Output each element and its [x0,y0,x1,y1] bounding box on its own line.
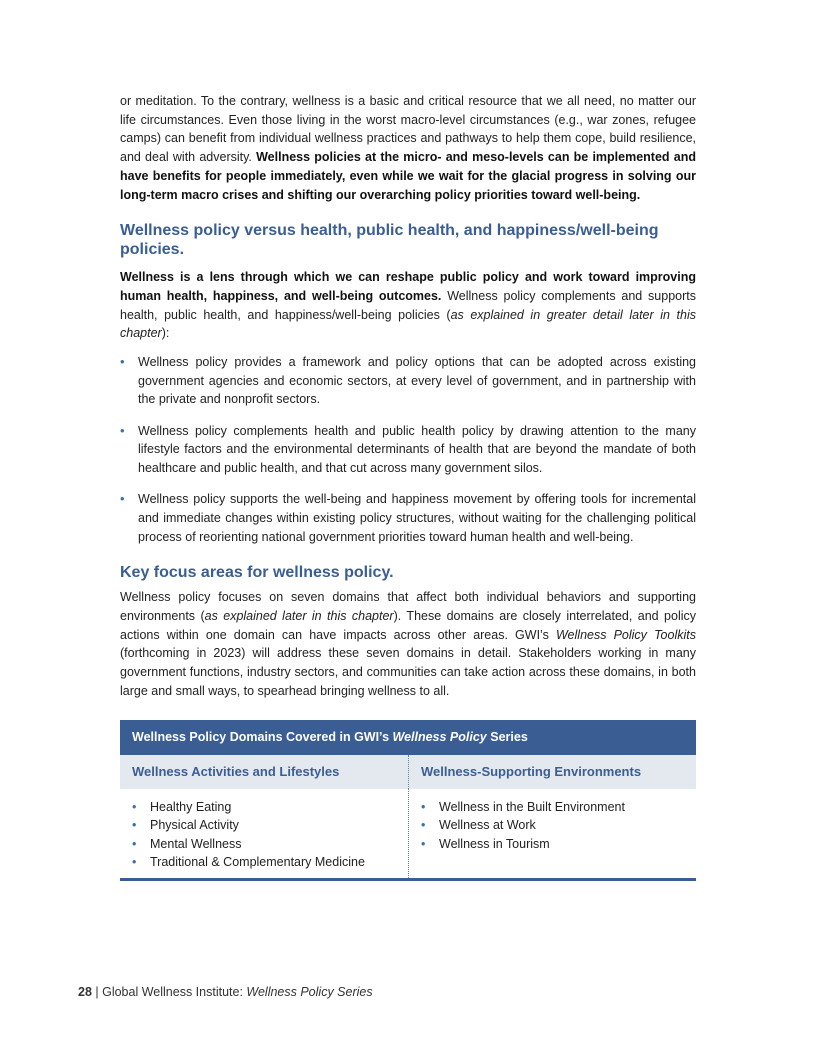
section1-bullet-list [120,353,696,546]
domains-table [120,720,696,881]
list-item: • Wellness in Tourism [421,835,696,854]
section1-text: Wellness policy complements and supports health, public health, and happiness/well-being policies ( [120,288,696,322]
list-item: • Healthy Eating [132,798,408,817]
list-item: • Mental Wellness [132,835,408,854]
bullet-item: • Wellness policy supports the well-being and happiness movement by offering tools for incremental and immediate changes within existing policy structures, without waiting for the challenging political process of reorienting national government priorities toward human health and well-being. [120,490,696,546]
table-title-italic: Wellness Policy [392,729,487,744]
intro-paragraph [120,92,696,204]
column-header-activities: Wellness Activities and Lifestyles [132,763,340,779]
list-item: • Physical Activity [132,816,408,835]
list-item: • Traditional & Complementary Medicine [132,853,408,872]
section-heading-key-focus-areas: Key focus areas for wellness policy. [120,564,394,582]
intro-bold-text: Wellness policies at the micro- and meso-levels can be implemented and have benefits for people immediately, even while we wait for the glacial progress in solving our long-term macro crises and shifting our overarching policy priorities toward well-being. [120,150,696,202]
bullet-item: • Wellness policy complements health and public health policy by drawing attention to the many lifestyle factors and the environmental determinants of health that are beyond the mandate of both healthcare and public health, and that cut across many government silos. [120,422,696,478]
column-activities [120,789,408,878]
table-title-prefix: Wellness Policy Domains Covered in GWI’s [132,729,393,744]
table-column-headers [120,755,696,789]
environments-list [421,798,696,854]
list-item: • Wellness at Work [421,816,696,835]
bullet-item: • Wellness policy provides a framework and policy options that can be adopted across existing government agencies and economic sectors, at every level of government, and in partnership with the private and nonprofit sectors. [120,353,696,409]
section2-text2: ). These domains are closely interrelated, and policy actions within one domain can have impacts across other areas. GWI’s [120,609,696,642]
table-title [120,720,696,755]
section1-text-end: ): [161,326,170,341]
section2-text1: Wellness policy focuses on seven domains that affect both individual behaviors and supporting environments ( [120,590,696,624]
section2-italic1: as explained later in this chapter [204,609,394,624]
section1-bold-lead: Wellness is a lens through which we can reshape public policy and work toward improving human health, happiness, and well-being outcomes. [120,270,696,303]
section2-italic2: Wellness Policy Toolkits [555,627,696,642]
section2-text3: (forthcoming in 2023) will address these seven domains in detail. Stakeholders working in many government functions, industry sectors, and communities can take action across these domains, in both large and small ways, to spearhead bringing wellness to all. [120,646,696,698]
column-environments [408,789,696,878]
section1-paragraph [120,268,696,343]
footer-series: Wellness Policy Series [246,985,373,999]
table-title-suffix: Series [486,729,528,744]
footer-org: Global Wellness Institute: [102,985,247,999]
column-header-environments: Wellness-Supporting Environments [408,755,696,789]
list-item: • Wellness in the Built Environment [421,798,696,817]
section-heading-wellness-vs-health: Wellness policy versus health, public health, and happiness/well-being policies. [120,222,659,259]
footer-separator: | [91,985,103,999]
activities-list [132,798,408,872]
section1-italic: as explained in greater detail later in this chapter [120,307,696,341]
section2-paragraph [120,588,696,700]
page-content [120,92,696,881]
page-footer [78,985,373,999]
table-body [120,789,696,878]
intro-text: or meditation. To the contrary, wellness is a basic and critical resource that we all need, no matter our life circumstances. Even those living in the worst macro-level circumstances (e.g., war zones, refugee camps) can benefit from individual wellness practices and pathways to help them cope, build resilience, and deal with adversity. [120,94,696,165]
page-number: 28 [78,985,92,999]
